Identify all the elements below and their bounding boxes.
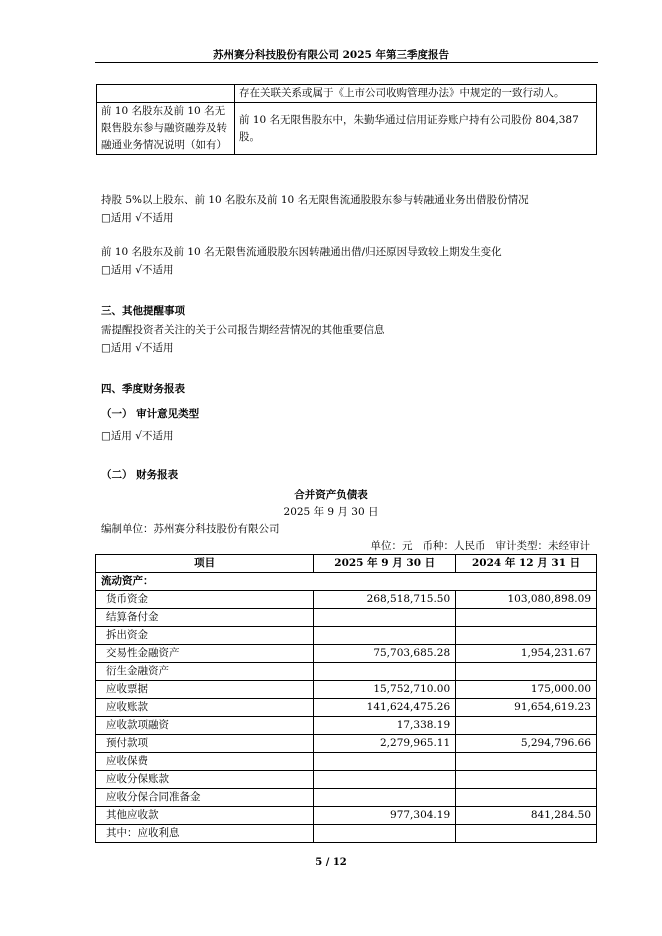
compiler-line: 编制单位：苏州赛分科技股份有限公司: [101, 523, 280, 535]
change-options: □适用 √不适用: [101, 264, 174, 276]
row-value-prior: 103,080,898.09: [456, 591, 597, 609]
row-item-label: 其他应收款: [96, 807, 314, 825]
balance-sheet-table: [95, 554, 597, 843]
row-item-label: 应收票据: [96, 681, 314, 699]
table-row: [96, 681, 597, 699]
row-value-prior: 91,654,619.23: [456, 699, 597, 717]
table-row: [96, 807, 597, 825]
section3-options: □适用 √不适用: [101, 342, 174, 354]
financial-statements-title: （二） 财务报表: [101, 469, 179, 481]
table-row: [96, 789, 597, 807]
row-value-current: [314, 663, 456, 681]
change-question: 前 10 名股东及前 10 名无限售流通股股东因转融通出借/归还原因导致较上期发生变化: [101, 246, 502, 258]
row-item-label: 衍生金融资产: [96, 663, 314, 681]
row-item-label: 应收账款: [96, 699, 314, 717]
table-row: [96, 573, 597, 591]
row-item-label: 应收分保合同准备金: [96, 789, 314, 807]
row-item-label: 应收保费: [96, 753, 314, 771]
section3-desc: 需提醒投资者关注的关于公司报告期经营情况的其他重要信息: [101, 324, 385, 336]
row-value-current: [314, 627, 456, 645]
row-value-prior: 1,954,231.67: [456, 645, 597, 663]
balance-sheet-date: 2025 年 9 月 30 日: [283, 506, 379, 518]
margin-trading-note: 前 10 名无限售股东中，朱勤华通过信用证券账户持有公司股份 804,387 股。: [235, 103, 597, 155]
column-header-prior: 2024 年 12 月 31 日: [456, 555, 597, 573]
balance-sheet-title: 合并资产负债表: [294, 489, 368, 501]
row-value-current: 977,304.19: [314, 807, 456, 825]
table-row: [97, 85, 597, 103]
related-party-note: 存在关联关系或属于《上市公司收购管理办法》中规定的一致行动人。: [235, 85, 597, 103]
section4-title: 四、季度财务报表: [101, 383, 185, 395]
row-value-current: 15,752,710.00: [314, 681, 456, 699]
table-row: [96, 627, 597, 645]
row-value-current: [314, 789, 456, 807]
page-number: 5 / 12: [315, 857, 347, 868]
unit-line: 单位：元 币种：人民币 审计类型：未经审计: [370, 540, 590, 552]
row-value-prior: [456, 753, 597, 771]
row-value-prior: [456, 789, 597, 807]
audit-opinion-options: □适用 √不适用: [101, 430, 174, 442]
table-row: [96, 591, 597, 609]
row-item-label: 应收款项融资: [96, 717, 314, 735]
row-value-prior: [456, 825, 597, 843]
row-item-label: 拆出资金: [96, 627, 314, 645]
lending-options: □适用 √不适用: [101, 212, 174, 224]
row-value-prior: [456, 771, 597, 789]
table-row: [96, 717, 597, 735]
row-item-label: 应收分保账款: [96, 771, 314, 789]
audit-opinion-title: （一） 审计意见类型: [101, 408, 200, 420]
table-row: [96, 645, 597, 663]
row-value-current: 75,703,685.28: [314, 645, 456, 663]
row-value-current: [314, 771, 456, 789]
table-row: [96, 825, 597, 843]
row-value-prior: 841,284.50: [456, 807, 597, 825]
row-value-prior: [456, 627, 597, 645]
balance-sheet-rows: [96, 591, 597, 843]
table-row: [96, 699, 597, 717]
table-cell: [97, 85, 235, 103]
table-header-row: [96, 555, 597, 573]
column-header-item: 项目: [96, 555, 314, 573]
column-header-current: 2025 年 9 月 30 日: [314, 555, 456, 573]
section3-title: 三、其他提醒事项: [101, 305, 185, 317]
row-item-label: 结算备付金: [96, 609, 314, 627]
current-assets-label: 流动资产：: [96, 573, 597, 591]
table-row: [96, 753, 597, 771]
row-value-current: 17,338.19: [314, 717, 456, 735]
row-item-label: 预付款项: [96, 735, 314, 753]
row-value-prior: 5,294,796.66: [456, 735, 597, 753]
table-row: [96, 735, 597, 753]
shareholder-note-table: [96, 84, 597, 155]
table-row: [96, 663, 597, 681]
lending-question: 持股 5%以上股东、前 10 名股东及前 10 名无限售流通股股东参与转融通业务出借股份情况: [101, 194, 529, 206]
row-value-current: 2,279,965.11: [314, 735, 456, 753]
row-item-label: 其中：应收利息: [96, 825, 314, 843]
row-item-label: 货币资金: [96, 591, 314, 609]
row-value-current: 141,624,475.26: [314, 699, 456, 717]
table-row: [96, 771, 597, 789]
table-row: [97, 103, 597, 155]
table-row: [96, 609, 597, 627]
row-value-current: [314, 825, 456, 843]
row-value-current: 268,518,715.50: [314, 591, 456, 609]
row-value-current: [314, 753, 456, 771]
row-value-prior: [456, 609, 597, 627]
row-value-prior: 175,000.00: [456, 681, 597, 699]
row-value-current: [314, 609, 456, 627]
header-divider: [95, 62, 598, 63]
row-item-label: 交易性金融资产: [96, 645, 314, 663]
page-header-title: 苏州赛分科技股份有限公司 2025 年第三季度报告: [212, 49, 450, 61]
row-value-prior: [456, 663, 597, 681]
margin-trading-label: 前 10 名股东及前 10 名无限售股东参与融资融券及转融通业务情况说明（如有）: [97, 103, 235, 155]
row-value-prior: [456, 717, 597, 735]
